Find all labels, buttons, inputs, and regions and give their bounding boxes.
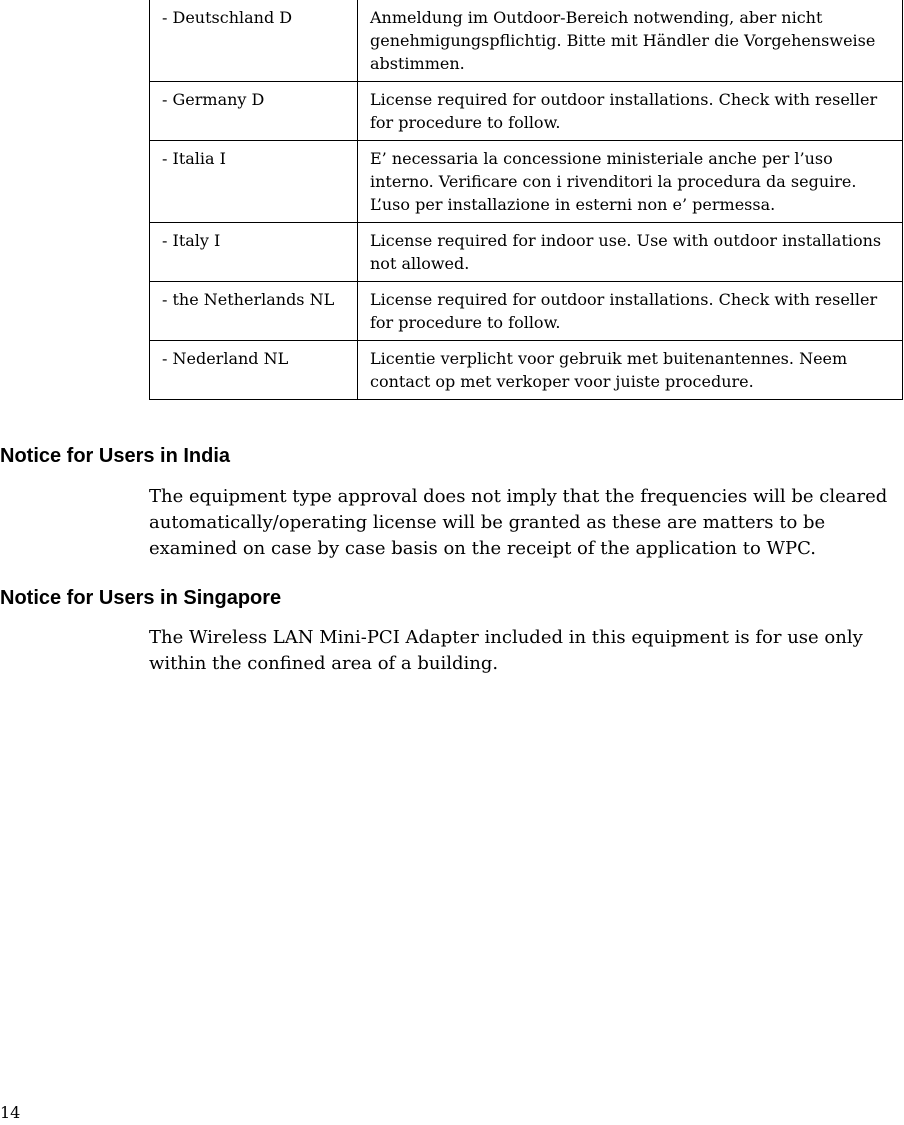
singapore-notice-body: The Wireless LAN Mini-PCI Adapter included in this equipment is for use only within the confined area of a building. [149,627,863,674]
country-regulation-table [149,0,903,400]
country-cell: - the Netherlands NL [150,282,358,341]
table-row [150,223,903,282]
india-notice-heading: Notice for Users in India [0,445,231,467]
page-number: 14 [0,1103,21,1122]
regulation-cell: Anmeldung im Outdoor-Bereich notwending, aber nicht genehmigungspflichtig. Bitte mit Händler die Vorgehensweise abstimmen. [358,0,903,82]
singapore-notice-heading: Notice for Users in Singapore [0,587,282,609]
regulation-cell: Licentie verplicht voor gebruik met buitenantennes. Neem contact op met verkoper voor juiste procedure. [358,341,903,400]
india-notice-body: The equipment type approval does not imply that the frequencies will be cleared automatically/operating license will be granted as these are matters to be examined on case by case basis on the receipt of the application to WPC. [149,486,888,559]
country-cell: - Italia I [150,141,358,223]
country-cell: - Nederland NL [150,341,358,400]
table-row [150,0,903,82]
regulation-cell: License required for outdoor installations. Check with reseller for procedure to follow. [358,82,903,141]
table-row [150,141,903,223]
country-cell: - Italy I [150,223,358,282]
country-cell: - Deutschland D [150,0,358,82]
regulation-cell: License required for indoor use. Use with outdoor installations not allowed. [358,223,903,282]
table-row [150,341,903,400]
regulation-cell: License required for outdoor installations. Check with reseller for procedure to follow. [358,282,903,341]
table-row [150,82,903,141]
table-row [150,282,903,341]
country-cell: - Germany D [150,82,358,141]
regulation-cell: E’ necessaria la concessione ministeriale anche per l’uso interno. Verificare con i rivenditori la procedura da seguire. L’uso per installazione in esterni non e’ permessa. [358,141,903,223]
